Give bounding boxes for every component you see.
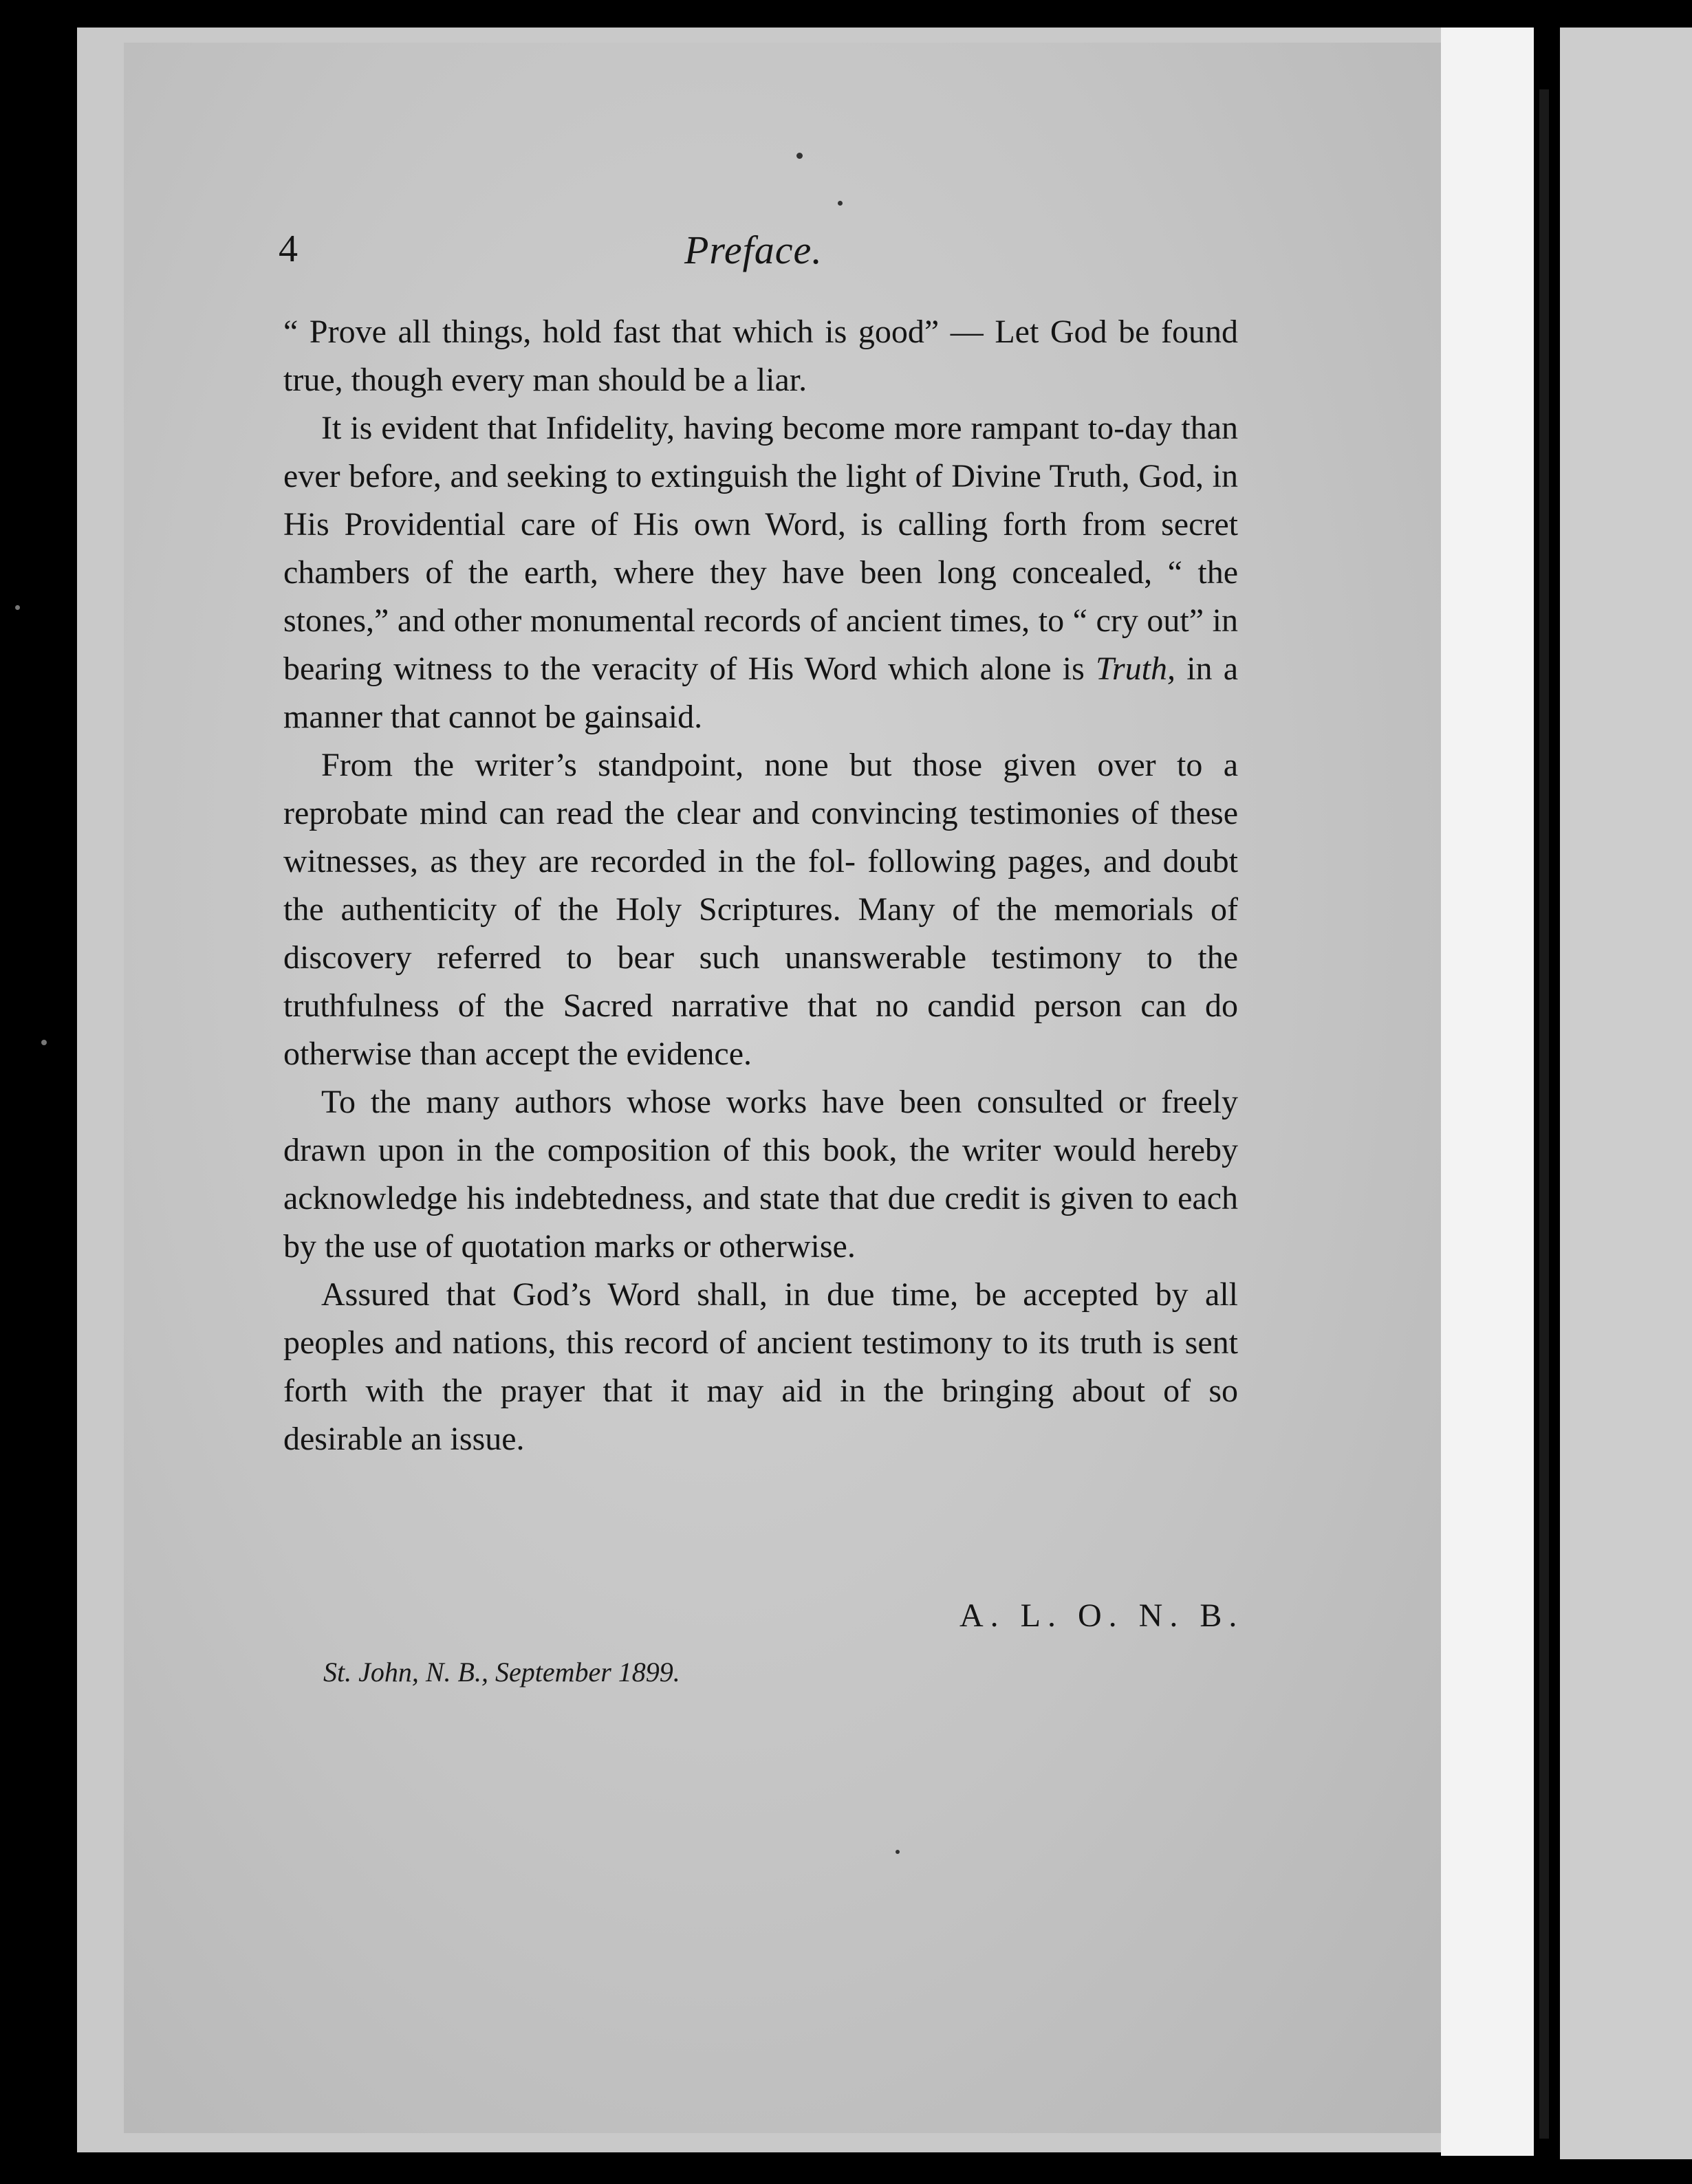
paragraph-2-text: It is evident that Infidelity, having become more rampant to-day than ever before, and seeking to extinguish the light of Divine Truth, God, in His Providential care of His own Word, is calling forth from secret chambers of the earth, where they have been long concealed, “ the stones,” and other monumental records of ancient times, to “ cry out” in bearing witness to the veracity of His Word which alone is	[283, 410, 1238, 687]
paragraph-2-end: in a manner that cannot be gainsaid.	[283, 651, 1239, 735]
page-number: 4	[279, 228, 298, 270]
running-title: Preface.	[684, 228, 823, 272]
dust-speck	[896, 1850, 900, 1854]
paragraph-3: From the writer’s standpoint, none but those given over to a reprobate mind can read the clear and convincing testimonies of these witnesses, as they are recorded in the fol- following pages, and doubt the authenticity of the Holy Scriptures. Many of the memorials of discovery referred to bear such unanswerable testimony to the truthfulness of the Sacred narrative that no candid person can do otherwise than accept the evidence.	[283, 747, 1238, 1072]
scan-top-border	[1535, 0, 1692, 14]
page-gutter	[1441, 28, 1534, 2156]
paragraph-1: “ Prove all things, hold fast that which is good” — Let God be found true, though every man should be a liar.	[283, 314, 1238, 398]
dust-speck	[41, 1040, 47, 1045]
paragraph-4: To the many authors whose works have been consulted or freely drawn upon in the composition of this book, the writer would hereby acknowledge his indebtedness, and state that due credit is given to each by the use of quotation marks or otherwise.	[283, 1084, 1238, 1265]
dust-speck	[796, 153, 803, 159]
paragraph-2-emphasis: Truth,	[1095, 651, 1176, 687]
dateline: St. John, N. B., September 1899.	[323, 1657, 680, 1688]
running-head	[279, 227, 1248, 289]
dust-speck	[838, 201, 843, 206]
paragraph-2	[283, 404, 1238, 741]
preface-body	[283, 308, 1238, 1463]
dust-speck	[15, 605, 20, 610]
spine-shadow	[1539, 89, 1549, 2139]
author-initials: A. L. O. N. B.	[959, 1597, 1244, 1634]
paragraph-5: Assured that God’s Word shall, in due time, be accepted by all peoples and nations, this record of ancient testimony to its truth is sent forth with the prayer that it may aid in the bringing about of so desirable an issue.	[283, 1276, 1238, 1457]
next-page-edge	[1560, 28, 1692, 2159]
